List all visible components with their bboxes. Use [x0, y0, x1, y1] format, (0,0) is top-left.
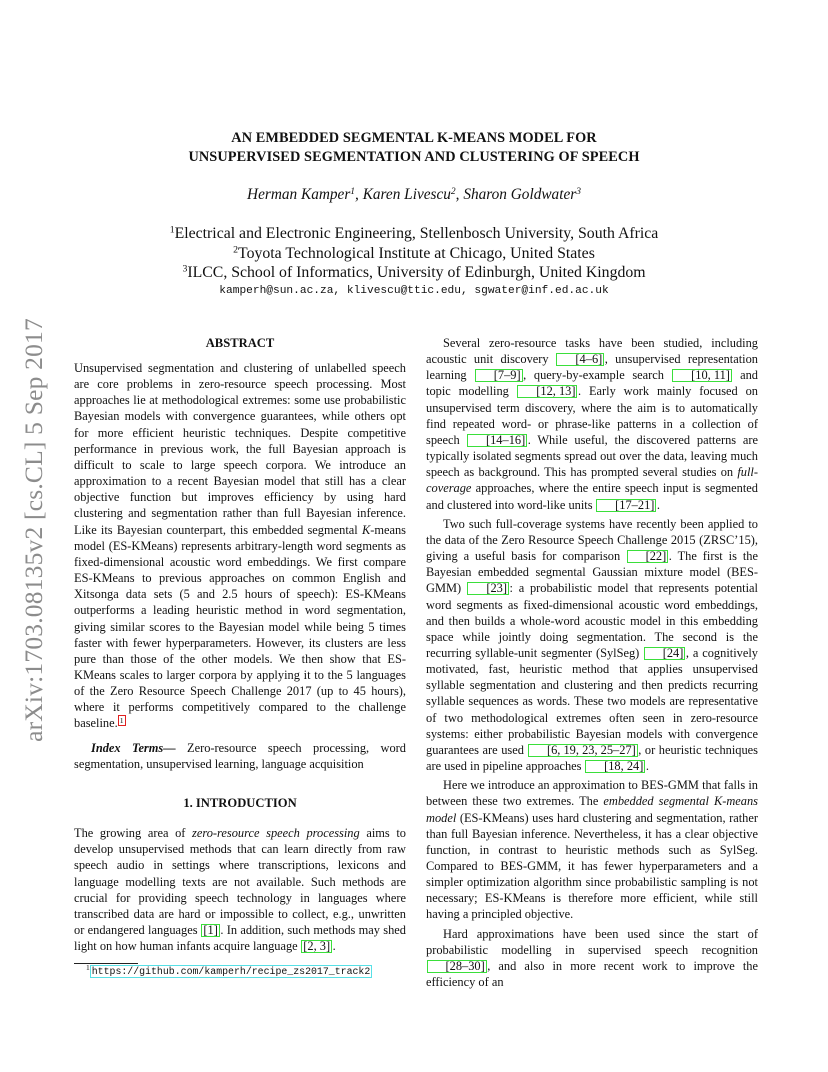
citation-link[interactable]: [24]	[644, 647, 686, 660]
author-name: Sharon Goldwater	[463, 186, 577, 203]
author-emails: kamperh@sun.ac.za, klivescu@ttic.edu, sgwater@inf.ed.ac.uk	[219, 285, 609, 297]
citation-link[interactable]: [23]	[467, 582, 509, 595]
arxiv-stamp	[12, 296, 56, 764]
body-paragraph	[426, 777, 758, 922]
footnote-url-link[interactable]: https://github.com/kamperh/recipe_zs2017_track2	[91, 966, 371, 977]
text-run: , query-by-example search	[523, 368, 672, 383]
author-mark: 2	[450, 186, 456, 197]
text-run: . Early work mainly focused on unsupervised term discovery, where the aim is to automatically find repeated word- or phrase-like patterns in a collection of speech	[426, 384, 758, 447]
intro-text: aims to develop unsupervised methods that can learn directly from raw speech audio in settings where transcriptions, lexicons and language modelling texts are not available. Such methods are crucial for providing speech technology in languages where transcribed data are hard or impossible to collect, e.g., unwritten or endangered languages	[74, 826, 407, 938]
intro-text: .	[332, 939, 336, 954]
text-run: Several zero-resource tasks have been studied, including acoustic unit discovery	[426, 336, 758, 367]
intro-paragraph	[74, 825, 406, 954]
index-terms	[74, 740, 406, 772]
citation-link[interactable]: [7–9]	[475, 369, 523, 382]
citation-link[interactable]: [18, 24]	[585, 760, 645, 773]
title-line-1: AN EMBEDDED SEGMENTAL K-MEANS MODEL FOR	[231, 130, 597, 146]
abstract-text	[74, 360, 406, 732]
text-run: Two such full-coverage systems have recently been applied to the data of the Zero Resource Speech Challenge 2015 (ZRSC’15), giving a useful basis for comparison	[426, 516, 758, 564]
affiliation-mark: 2	[233, 244, 239, 256]
citation-link[interactable]: [2, 3]	[303, 939, 331, 954]
text-run: Here we introduce an approximation to BES-GMM that falls in between these two extremes. The	[426, 778, 758, 809]
footnote-mark: 1	[86, 962, 90, 972]
citation-link[interactable]: [28–30]	[427, 960, 487, 973]
emphasis-text: embedded segmental K-means model	[426, 794, 758, 825]
intro-heading: 1. INTRODUCTION	[183, 796, 297, 811]
footnote-link[interactable]: 1	[119, 716, 124, 726]
title-line-2: UNSUPERVISED SEGMENTATION AND CLUSTERING OF SPEECH	[188, 149, 640, 165]
affiliation-line	[100, 224, 728, 244]
author-name: Herman Kamper	[247, 186, 351, 203]
affiliation-line	[100, 244, 728, 264]
text-run: , or heuristic techniques are used in pipeline approaches	[426, 742, 758, 774]
author-mark: 1	[350, 186, 356, 197]
citation-link[interactable]: [4–6]	[556, 353, 604, 366]
text-run: . While useful, the discovered patterns are typically isolated segments spread out over the data, leaving much speech as background. This has prompted several studies on	[426, 432, 758, 480]
arxiv-stamp-text: arXiv:1703.08135v2 [cs.CL] 5 Sep 2017	[19, 318, 48, 742]
citation-link[interactable]: [12, 13]	[517, 385, 577, 398]
index-terms-text: Zero-resource speech processing, word segmentation, unsupervised learning, language acquisition	[74, 740, 406, 771]
paper-title	[100, 129, 728, 167]
intro-text: The growing area of	[74, 826, 193, 841]
text-run: approaches, where the entire speech input is segmented and clustered into word-like units	[426, 481, 758, 512]
text-run: . The first is the Bayesian embedded segmental Gaussian mixture model (BES-GMM)	[426, 549, 759, 596]
text-run: , and also in more recent work to improve the efficiency of an	[426, 958, 758, 990]
left-column	[74, 335, 406, 954]
citation-link[interactable]: [14–16]	[467, 434, 527, 447]
abstract-part: Unsupervised segmentation and clustering of unlabelled speech are core problems in zero-resource speech processing. Most approaches lie at methodological extremes: some use probabilistic Bayesian models with convergence guarantees, while others opt for more efficient heuristic techniques. Despite competitive performance in previous work, the full Bayesian approach is difficult to scale to large speech corpora. We introduce an approximation to a recent Bayesian model that still has a clear objective function but improves efficiency by using hard clustering and segmentation rather than full Bayesian inference. Like its Bayesian counterpart, this embedded segmental	[74, 361, 406, 537]
footnote-rule	[74, 963, 138, 964]
citation-link[interactable]: [17–21]	[596, 499, 656, 512]
body-paragraph	[426, 516, 758, 775]
emphasis-text: full-coverage	[426, 465, 758, 496]
author-name: Karen Livescu	[362, 186, 451, 203]
affiliation-mark: 1	[169, 224, 175, 236]
affiliation-mark: 3	[182, 263, 188, 275]
text-run: .	[645, 759, 649, 774]
text-run: : a probabilistic model that represents potential word segments as fixed-dimensional acoustic word embeddings, and then builds a whole-word acoustic model in this embedding space while jointly doing segmentation. The second is the recurring syllable-unit segmenter (SylSeg)	[426, 581, 758, 660]
abstract-k: K	[361, 522, 371, 537]
abstract-part: -means model (ES-KMeans) represents arbitrary-length word segments as fixed-dimensional acoustic word embeddings. We first compare ES-KMeans to previous approaches on common English and Xitsonga data sets (5 and 2.5 hours of speech): ES-KMeans outperforms a leading heuristic method in word segmentation, giving similar scores to the Bayesian model while being 5 times faster with fewer hyperparameters. However, its clusters are less pure than those of the other models. We then show that ES-KMeans scales to larger corpora by applying it to the 5 languages of the Zero Resource Speech Challenge 2017 (up to 45 hours), where it performs competitively compared to the challenge baseline.	[74, 522, 406, 731]
citation-link[interactable]: [1]	[203, 923, 218, 938]
citation-link[interactable]: [6, 19, 23, 25–27]	[528, 744, 638, 757]
intro-text: . In addition, such methods may shed light on how human infants acquire language	[74, 923, 406, 954]
affiliations	[100, 224, 728, 283]
body-paragraph	[426, 926, 758, 991]
right-column	[426, 335, 758, 990]
body-paragraph	[426, 335, 758, 513]
citation-link[interactable]: [22]	[627, 550, 669, 563]
author-mark: 3	[576, 186, 581, 197]
abstract-heading: ABSTRACT	[205, 336, 275, 350]
citation-link[interactable]: [10, 11]	[672, 369, 732, 382]
affiliation-text: Electrical and Electronic Engineering, Stellenbosch University, South Africa	[174, 225, 659, 242]
text-run: .	[656, 497, 660, 512]
footnote	[86, 962, 372, 978]
affiliation-line	[100, 263, 728, 283]
text-run: (ES-KMeans) uses hard clustering and segmentation, rather than full Bayesian inference. Nevertheless, it has a clear objective function, in contrast to heuristic methods such as SylSeg. Compared to BES-GMM, it has fewer hyperparameters and a simpler optimization algorithm since probabilistic sampling is not necessary; ES-KMeans is therefore more efficient, while still having a principled objective.	[426, 810, 758, 922]
intro-emphasis: zero-resource speech processing	[192, 826, 360, 841]
affiliation-text: ILCC, School of Informatics, University of Edinburgh, United Kingdom	[187, 264, 646, 281]
text-run: and topic modelling	[426, 368, 758, 399]
author-list: Herman Kamper$^1$, Karen Livescu$^2$, Sharon Goldwater$^3$	[247, 186, 581, 203]
text-run: , unsupervised representation learning	[426, 352, 759, 383]
index-terms-label: Index Terms—	[91, 740, 176, 755]
text-run: , a cognitively motivated, fast, heuristic method that applies unsupervised syllable segmentation and clustering and then predicts recurring syllable sequences as words. These two models are representative of two methodological extremes often seen in zero-resource systems: either probabilistic Bayesian models with convergence guarantees are used	[426, 645, 758, 757]
text-run: Hard approximations have been used since the start of probabilistic modelling in supervised speech recognition	[426, 926, 758, 957]
affiliation-text: Toyota Technological Institute at Chicago, United States	[238, 244, 595, 262]
